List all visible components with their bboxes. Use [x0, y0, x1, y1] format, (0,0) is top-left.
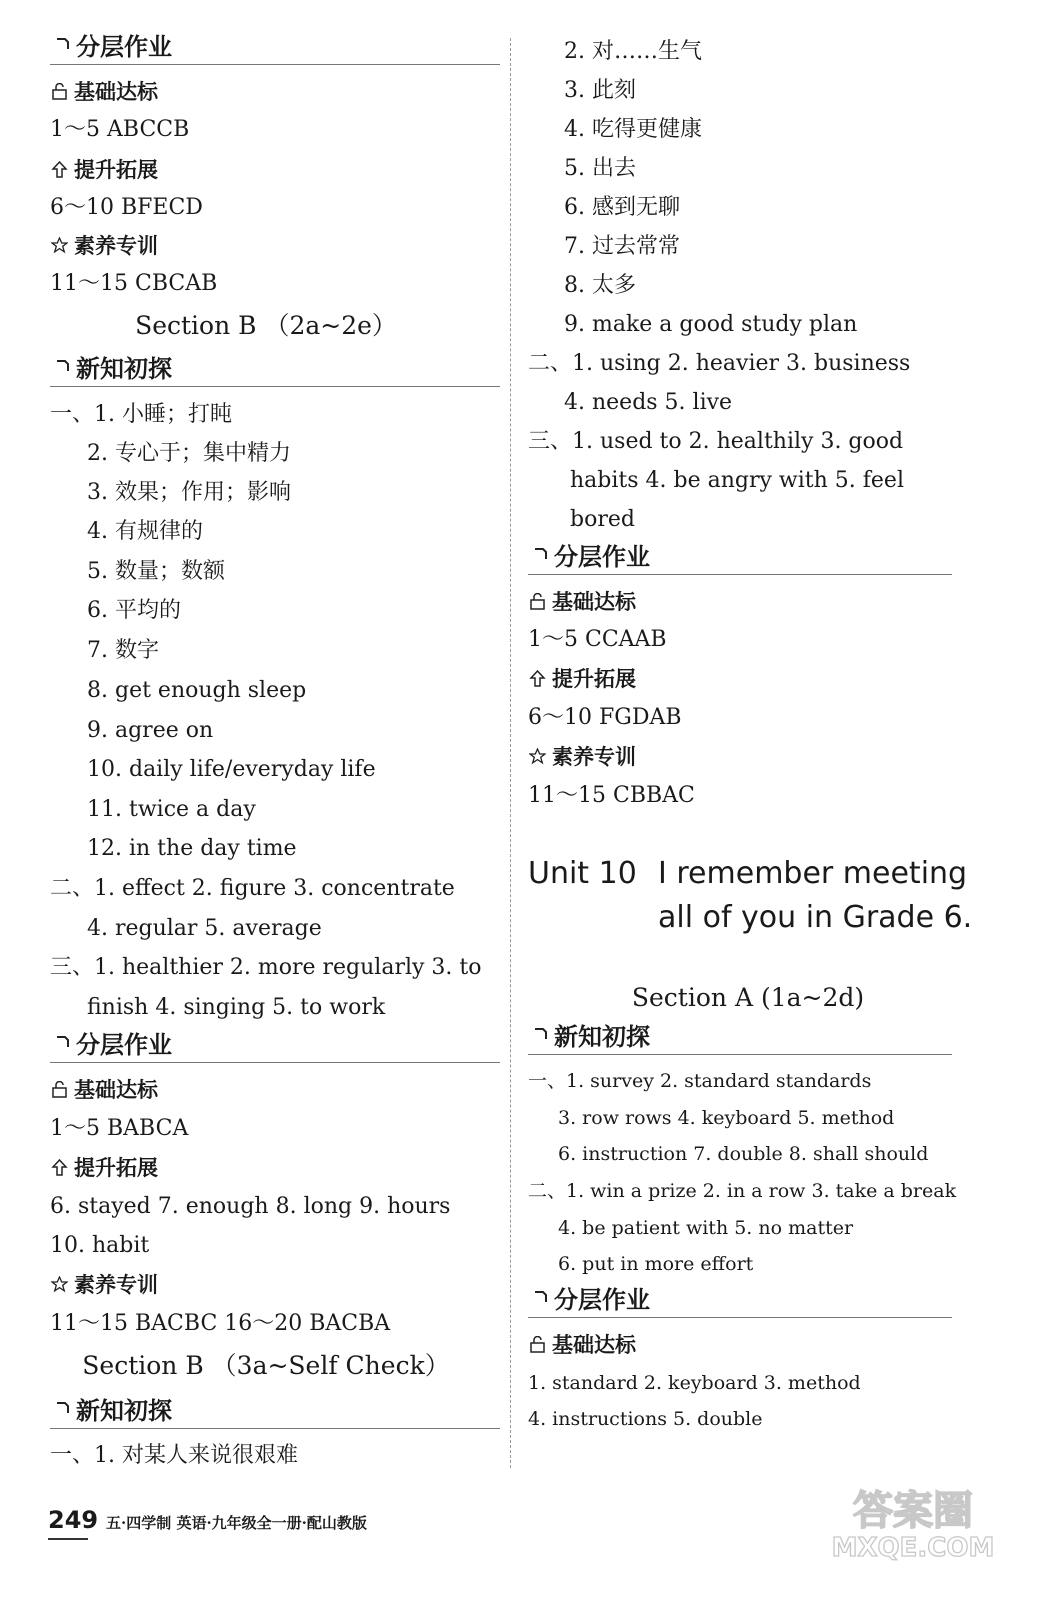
star-icon	[529, 748, 546, 765]
lock-icon	[51, 83, 68, 100]
lock-icon	[529, 593, 546, 610]
up-arrow-icon	[51, 161, 68, 178]
section-header	[528, 1022, 952, 1055]
answer-line: 二、1. using 2. heavier 3. business	[528, 351, 911, 376]
unit-number: Unit 10	[528, 856, 637, 891]
answer-line: 6～10 FGDAB	[528, 705, 682, 730]
answer-line: 11. twice a day	[87, 797, 256, 822]
header-text: 分层作业	[76, 1031, 172, 1059]
answer-line: 6. instruction 7. double 8. shall should	[558, 1143, 929, 1165]
sub-header-text: 提升拓展	[74, 158, 158, 182]
answer-line: 11～15 CBBAC	[528, 783, 695, 808]
lock-icon	[51, 1081, 68, 1098]
answer-line: 3. row rows 4. keyboard 5. method	[558, 1107, 895, 1129]
answer-line: 4. instructions 5. double	[528, 1408, 763, 1430]
sub-header-text: 提升拓展	[74, 1156, 158, 1180]
page-curl-icon	[54, 1400, 70, 1416]
answer-line: 6. 感到无聊	[564, 195, 680, 220]
answer-line: 10. daily life/everyday life	[87, 757, 376, 782]
header-text: 分层作业	[554, 543, 650, 571]
section-title: Section B （2a~2e）	[135, 311, 397, 340]
answer-line: 6. put in more effort	[558, 1253, 754, 1275]
answer-line: 一、1. 小睡；打盹	[50, 402, 232, 427]
page-number-underline	[48, 1538, 88, 1540]
answer-line: 1～5 BABCA	[50, 1116, 189, 1141]
header-text: 新知初探	[76, 355, 172, 383]
page-number: 249	[48, 1506, 99, 1534]
header-text: 分层作业	[76, 33, 172, 61]
sub-header	[50, 1271, 158, 1299]
sub-header-text: 素养专训	[552, 745, 636, 769]
section-header	[50, 1396, 500, 1429]
column-divider	[510, 38, 511, 1468]
answer-line: 一、1. 对某人来说很艰难	[50, 1443, 298, 1468]
sub-header	[50, 1154, 158, 1182]
answer-line: bored	[570, 507, 635, 532]
sub-header-text: 素养专训	[74, 1273, 158, 1297]
answer-line: 6～10 BFECD	[50, 195, 203, 220]
sub-header-text: 基础达标	[552, 1333, 636, 1357]
section-header	[50, 354, 500, 387]
answer-line: 6. stayed 7. enough 8. long 9. hours	[50, 1194, 451, 1219]
section-header	[50, 32, 500, 65]
sub-header	[528, 665, 636, 693]
book-title: 五·四学制 英语·九年级全一册·配山教版	[106, 1514, 367, 1532]
page-curl-icon	[54, 36, 70, 52]
sub-header	[50, 1076, 158, 1104]
answer-line: 12. in the day time	[87, 836, 297, 861]
answer-line: 3. 此刻	[564, 78, 636, 103]
answer-line: 4. 吃得更健康	[564, 117, 702, 142]
page-curl-icon	[54, 1034, 70, 1050]
answer-line: 2. 专心于；集中精力	[87, 441, 291, 466]
answer-line: 5. 数量；数额	[87, 559, 225, 584]
header-text: 新知初探	[76, 1397, 172, 1425]
watermark-bottom: MXQE.COM	[831, 1533, 995, 1563]
answer-line: 8. 太多	[564, 273, 636, 298]
answer-line: 11～15 BACBC 16～20 BACBA	[50, 1311, 391, 1336]
answer-line: 9. make a good study plan	[564, 312, 858, 337]
page-curl-icon	[54, 358, 70, 374]
header-text: 分层作业	[554, 1286, 650, 1314]
answer-line: habits 4. be angry with 5. feel	[570, 468, 904, 493]
answer-line: 1. standard 2. keyboard 3. method	[528, 1372, 861, 1394]
star-icon	[51, 237, 68, 254]
answer-line: 2. 对……生气	[564, 39, 702, 64]
unit-title: I remember meeting	[658, 856, 968, 891]
page-curl-icon	[532, 1026, 548, 1042]
answer-line: 4. 有规律的	[87, 519, 203, 544]
answer-line: 11～15 CBCAB	[50, 271, 218, 296]
answer-line: 10. habit	[50, 1233, 150, 1258]
up-arrow-icon	[51, 1159, 68, 1176]
answer-line: 9. agree on	[87, 718, 214, 743]
sub-header-text: 基础达标	[74, 1078, 158, 1102]
header-text: 新知初探	[554, 1023, 650, 1051]
section-header	[528, 1285, 952, 1318]
unit-title: all of you in Grade 6.	[658, 900, 973, 935]
answer-line: 7. 过去常常	[564, 234, 680, 259]
up-arrow-icon	[529, 670, 546, 687]
section-title: Section B （3a~Self Check）	[82, 1351, 450, 1380]
sub-header-text: 基础达标	[74, 80, 158, 104]
watermark-top: 答案圈	[853, 1488, 973, 1534]
answer-line: 3. 效果；作用；影响	[87, 480, 291, 505]
answer-line: 4. regular 5. average	[87, 916, 322, 941]
answer-line: 一、1. survey 2. standard standards	[528, 1070, 872, 1092]
sub-header	[528, 588, 636, 616]
answer-line: 4. needs 5. live	[564, 390, 733, 415]
answer-line: 三、1. healthier 2. more regularly 3. to	[50, 955, 482, 980]
sub-header	[50, 78, 158, 106]
lock-icon	[529, 1336, 546, 1353]
star-icon	[51, 1276, 68, 1293]
sub-header-text: 提升拓展	[552, 667, 636, 691]
answer-line: finish 4. singing 5. to work	[87, 995, 386, 1020]
sub-header-text: 基础达标	[552, 590, 636, 614]
sub-header-text: 素养专训	[74, 234, 158, 258]
page-footer	[48, 1488, 1008, 1564]
answer-line: 1～5 ABCCB	[50, 117, 190, 142]
watermark-logo	[818, 1476, 1008, 1564]
page-curl-icon	[532, 1289, 548, 1305]
answer-line: 8. get enough sleep	[87, 678, 307, 703]
section-title: Section A (1a~2d)	[631, 983, 865, 1012]
answer-line: 4. be patient with 5. no matter	[558, 1217, 854, 1239]
page-curl-icon	[532, 546, 548, 562]
answer-line: 1～5 CCAAB	[528, 627, 667, 652]
sub-header	[528, 743, 636, 771]
section-header	[50, 1030, 500, 1063]
section-header	[528, 542, 952, 575]
answer-line: 6. 平均的	[87, 598, 181, 623]
sub-header	[50, 156, 158, 184]
answer-line: 5. 出去	[564, 156, 636, 181]
answer-line: 二、1. win a prize 2. in a row 3. take a break	[528, 1180, 957, 1202]
sub-header	[528, 1331, 636, 1359]
answer-line: 二、1. effect 2. figure 3. concentrate	[50, 876, 455, 901]
sub-header	[50, 232, 158, 260]
answer-line: 7. 数字	[87, 638, 159, 663]
answer-line: 三、1. used to 2. healthily 3. good	[528, 429, 904, 454]
